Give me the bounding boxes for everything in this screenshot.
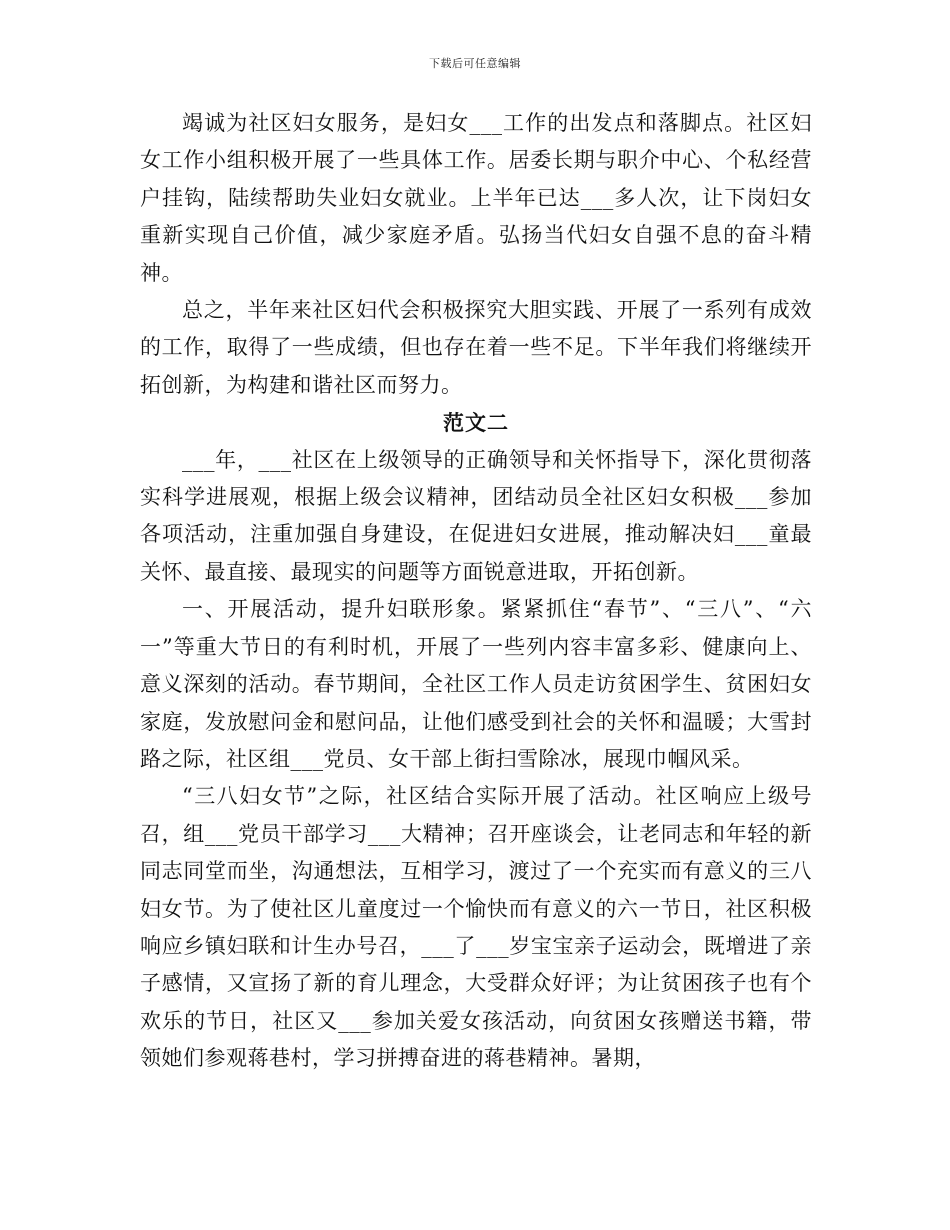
paragraph-intro: ___年，___社区在上级领导的正确领导和关怀指导下，深化贯彻落实科学进展观，根据上级会议精神，团结动员全社区妇女积极___参加各项活动，注重加强自身建设，在促进妇女进展，推动解决妇___童最关怀、最直接、最现实的问题等方面锐意进取，开拓创新。 xyxy=(140,447,812,584)
header-note: 下载后可任意编辑 xyxy=(429,57,521,70)
section-title: 范文二 xyxy=(443,410,509,436)
paragraph-women-service: 竭诚为社区妇女服务，是妇女___工作的出发点和落脚点。社区妇女工作小组积极开展了一些具体工作。居委长期与职介中心、个私经营户挂钩，陆续帮助失业妇女就业。上半年已达___多人次，让下岗妇女重新实现自己价值，减少家庭矛盾。弘扬当代妇女自强不息的奋斗精神。 xyxy=(140,111,812,285)
paragraph-womens-day: “三八妇女节”之际，社区结合实际开展了活动。社区响应上级号召，组___党员干部学习___大精神；召开座谈会，让老同志和年轻的新同志同堂而坐，沟通想法，互相学习，渡过了一个充实而有意义的三八妇女节。为了使社区儿童度过一个愉快而有意义的六一节日，社区积极响应乡镇妇联和计生办号召，___了___岁宝宝亲子运动会，既增进了亲子感情，又宣扬了新的育儿理念，大受群众好评；为让贫困孩子也有个欢乐的节日，社区又___参加关爱女孩活动，向贫困女孩赠送书籍，带领她们参观蒋巷村，学习拼搏奋进的蒋巷精神。暑期， xyxy=(140,784,812,1071)
paragraph-activities: 一、开展活动，提升妇联形象。紧紧抓住“春节”、“三八”、“六一”等重大节日的有利时机，开展了一些列内容丰富多彩、健康向上、意义深刻的活动。春节期间，全社区工作人员走访贫困学生、贫困妇女家庭，发放慰问金和慰问品，让他们感受到社会的关怀和温暖；大雪封路之际，社区组___党员、女干部上街扫雪除冰，展现巾帼风采。 xyxy=(140,597,812,771)
paragraph-summary: 总之，半年来社区妇代会积极探究大胆实践、开展了一系列有成效的工作，取得了一些成绩，但也存在着一些不足。下半年我们将继续开拓创新，为构建和谐社区而努力。 xyxy=(140,298,812,397)
document-body xyxy=(140,105,812,1078)
